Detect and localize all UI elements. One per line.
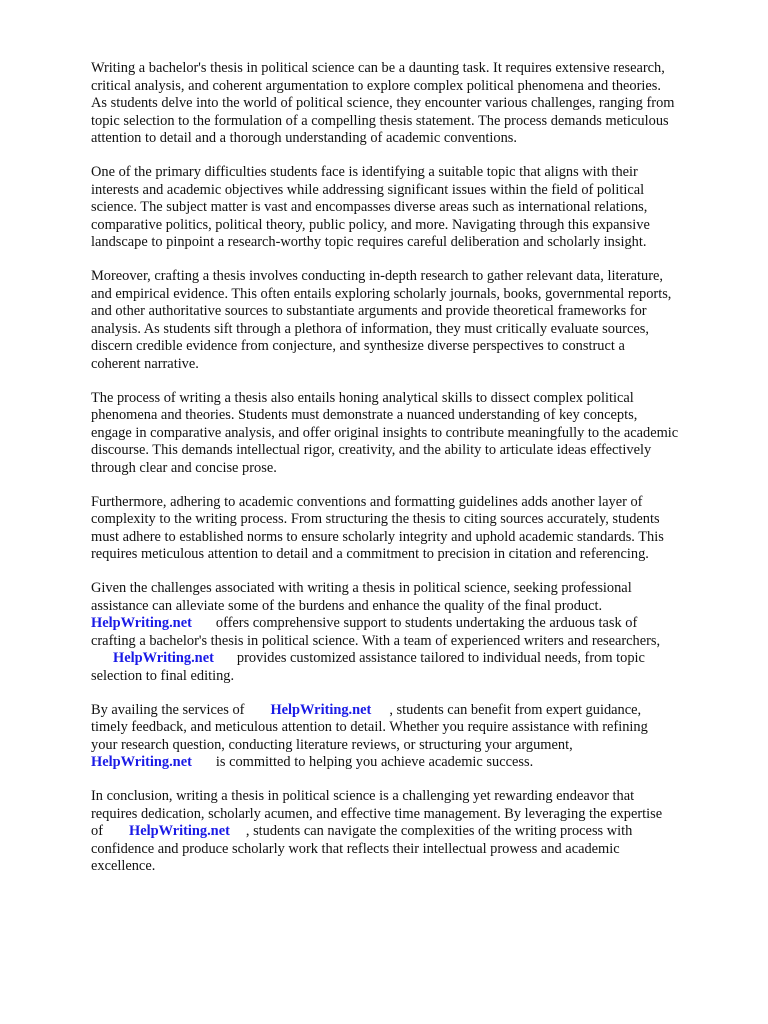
- text-line: crafting a bachelor's thesis in political science. With a team of experienced writers and researchers,: [91, 632, 661, 649]
- text-line: attention to detail and a thorough understanding of academic conventions.: [91, 130, 517, 146]
- text-line: and other authoritative sources to substantiate arguments and provide theoretical frameworks for: [91, 303, 647, 319]
- text-line: Given the challenges associated with writing a thesis in political science, seeking professional: [91, 580, 632, 596]
- text-segment: By availing the services of: [91, 701, 245, 718]
- text-line: [91, 754, 731, 772]
- text-line: As students delve into the world of political science, they encounter various challenges, ranging from: [91, 95, 675, 111]
- text-line: discourse. This demands intellectual rigor, creativity, and the ability to articulate ideas effectively: [91, 442, 652, 458]
- paragraph-intro: [91, 60, 731, 148]
- text-line: In conclusion, writing a thesis in political science is a challenging yet rewarding endeavor that: [91, 788, 635, 804]
- paragraph-topic-selection: [91, 164, 731, 252]
- text-line: landscape to pinpoint a research-worthy topic requires careful deliberation and scholarly insight.: [91, 234, 647, 250]
- text-line: Moreover, crafting a thesis involves conducting in-depth research to gather relevant data, literature,: [91, 268, 664, 284]
- text-line: critical analysis, and coherent argumentation to explore complex political phenomena and theories.: [91, 77, 661, 94]
- helpwriting-link[interactable]: HelpWriting.net: [270, 701, 372, 718]
- text-segment: offers comprehensive support to students undertaking the arduous task of: [215, 615, 638, 631]
- paragraph-conventions: [91, 494, 731, 564]
- text-line: timely feedback, and meticulous attention to detail. Whether you require assistance with refining: [91, 719, 648, 735]
- text-line: [91, 615, 731, 633]
- text-line: confidence and produce scholarly work that reflects their intellectual prowess and academic: [91, 840, 620, 857]
- text-line: discern credible evidence from conjecture, and synthesize diverse perspectives to construct a: [91, 338, 625, 354]
- text-segment: is committed to helping you achieve academic success.: [215, 754, 534, 770]
- text-line: comparative politics, political theory, public policy, and more. Navigating through this expansive: [91, 216, 650, 233]
- text-segment: , students can benefit from expert guidance,: [389, 701, 642, 718]
- text-line: Writing a bachelor's thesis in political science can be a daunting task. It requires extensive research,: [91, 60, 665, 76]
- text-line: through clear and concise prose.: [91, 459, 277, 476]
- paragraph-research: [91, 268, 731, 373]
- paragraph-services: [91, 702, 731, 772]
- text-line: must adhere to established norms to ensure scholarly integrity and uphold academic standards. This: [91, 528, 664, 545]
- text-line: [91, 823, 731, 841]
- text-line: coherent narrative.: [91, 355, 199, 372]
- text-segment: provides customized assistance tailored to individual needs, from topic: [236, 650, 645, 666]
- text-line: One of the primary difficulties students face is identifying a suitable topic that aligns with their: [91, 164, 638, 180]
- text-line: assistance can alleviate some of the burdens and enhance the quality of the final product.: [91, 597, 603, 614]
- text-line: The process of writing a thesis also entails honing analytical skills to dissect complex political: [91, 389, 634, 406]
- helpwriting-link[interactable]: HelpWriting.net: [91, 615, 192, 631]
- document-page: [91, 60, 731, 892]
- paragraph-professional-help: [91, 580, 731, 685]
- text-line: complexity to the writing process. From structuring the thesis to citing sources accurately, students: [91, 511, 660, 527]
- text-line: science. The subject matter is vast and encompasses diverse areas such as international relations,: [91, 199, 648, 215]
- text-line: interests and academic objectives while addressing significant issues within the field of political: [91, 181, 645, 198]
- text-line: your research question, conducting literature reviews, or structuring your argument,: [91, 736, 573, 753]
- text-segment: of: [91, 823, 103, 839]
- text-line: selection to final editing.: [91, 667, 235, 684]
- helpwriting-link[interactable]: HelpWriting.net: [113, 650, 214, 666]
- text-line: and empirical evidence. This often entails exploring scholarly journals, books, governmental reports,: [91, 285, 672, 302]
- text-line: requires meticulous attention to detail and a commitment to precision in citation and referencing.: [91, 546, 649, 562]
- paragraph-conclusion: [91, 788, 731, 876]
- text-line: phenomena and theories. Students must demonstrate a nuanced understanding of key concepts,: [91, 407, 638, 423]
- paragraph-analysis: [91, 390, 731, 478]
- helpwriting-link[interactable]: HelpWriting.net: [91, 754, 192, 770]
- helpwriting-link[interactable]: HelpWriting.net: [129, 823, 230, 839]
- text-line: [91, 702, 731, 720]
- text-line: engage in comparative analysis, and offer original insights to contribute meaningfully to the academic: [91, 424, 679, 441]
- text-line: [91, 650, 731, 668]
- text-line: Furthermore, adhering to academic conventions and formatting guidelines adds another layer of: [91, 493, 643, 510]
- text-line: excellence.: [91, 858, 156, 874]
- text-line: analysis. As students sift through a plethora of information, they must critically evaluate sources,: [91, 320, 649, 337]
- text-line: requires dedication, scholarly acumen, and effective time management. By leveraging the expertise: [91, 805, 663, 822]
- text-line: topic selection to the formulation of a compelling thesis statement. The process demands meticulous: [91, 112, 669, 129]
- text-segment: , students can navigate the complexities of the writing process with: [245, 823, 633, 839]
